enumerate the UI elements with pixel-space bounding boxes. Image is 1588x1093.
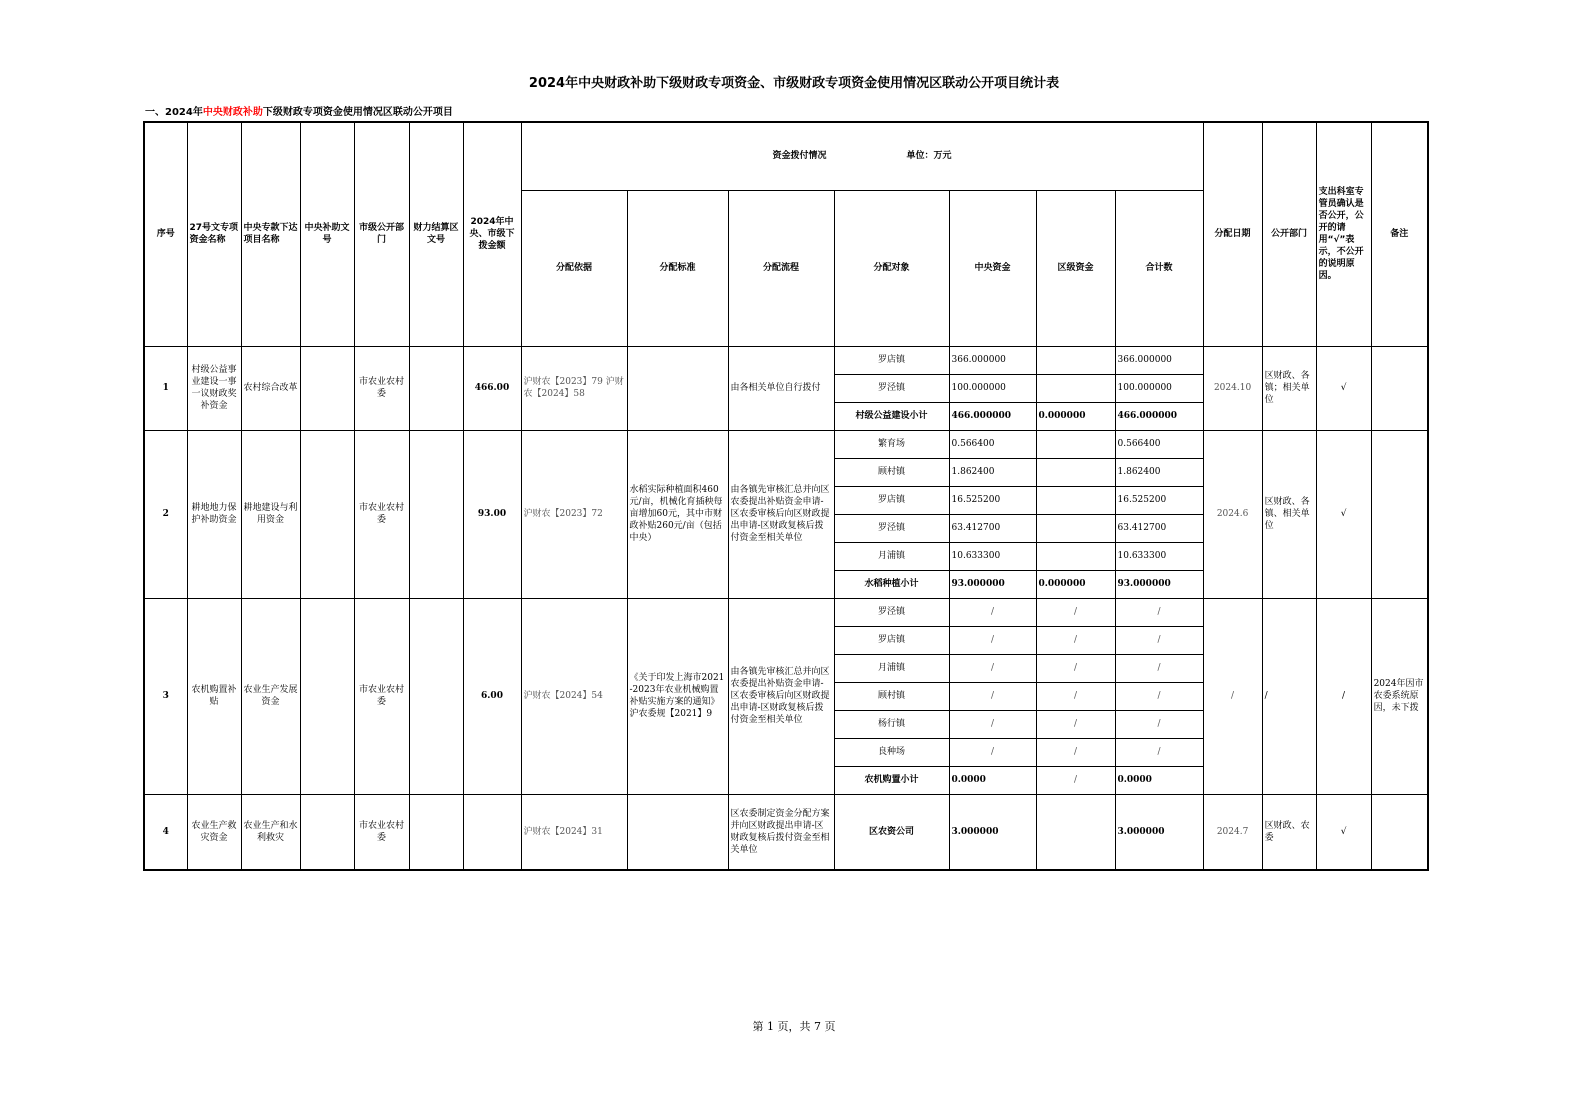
total-cell: 1.862400: [1115, 458, 1203, 486]
district-fund-cell: [1036, 430, 1115, 458]
seq-cell: 2: [144, 430, 187, 598]
standard-cell: [627, 794, 728, 870]
target-cell: 月浦镇: [834, 542, 949, 570]
district-fund-cell: /: [1036, 738, 1115, 766]
public-dept-cell: 区财政、各镇；相关单位: [1262, 346, 1316, 430]
central-fund-cell: 100.000000: [949, 374, 1036, 402]
target-cell: 繁育场: [834, 430, 949, 458]
page-footer: 第 1 页，共 7 页: [752, 1020, 836, 1033]
basis-cell: 沪财农【2024】54: [521, 598, 627, 794]
public-dept-cell: /: [1262, 598, 1316, 794]
district-fund-cell: [1036, 542, 1115, 570]
subtitle-suffix: 下级财政专项资金使用情况区联动公开项目: [262, 107, 453, 118]
process-cell: 由各镇先审核汇总并向区农委提出补贴资金申请-区农委审核后向区财政提出申请-区财政复核后拨付资金至相关单位: [728, 598, 834, 794]
target-cell: 罗泾镇: [834, 598, 949, 626]
district-fund-cell: /: [1036, 682, 1115, 710]
district-fund-cell: [1036, 374, 1115, 402]
district-fund-cell: 0.000000: [1036, 570, 1115, 598]
remark-cell: [1371, 430, 1428, 598]
target-cell: 顾村镇: [834, 682, 949, 710]
process-cell: 由各相关单位自行拨付: [728, 346, 834, 430]
fund-name-cell: 农机购置补贴: [187, 598, 241, 794]
amount-cell: 6.00: [463, 598, 521, 794]
district-fund-cell: 0.000000: [1036, 402, 1115, 430]
target-cell: 顾村镇: [834, 458, 949, 486]
central-fund-cell: /: [949, 654, 1036, 682]
total-cell: /: [1115, 598, 1203, 626]
remark-cell: [1371, 794, 1428, 870]
city-dept-cell: 市农业农村委: [354, 794, 409, 870]
district-fund-cell: [1036, 346, 1115, 374]
confirm-cell: √: [1316, 346, 1371, 430]
fund-name-cell: 耕地地力保护补助资金: [187, 430, 241, 598]
amount-cell: 93.00: [463, 430, 521, 598]
central-project-cell: 农村综合改革: [241, 346, 300, 430]
col-standard: 分配标准: [627, 190, 728, 346]
table-row: [144, 430, 1428, 458]
col-city-dept: 市级公开部门: [354, 122, 409, 346]
target-cell: 罗店镇: [834, 486, 949, 514]
funding-group-label: 资金拨付情况: [772, 151, 827, 162]
central-fund-cell: 366.000000: [949, 346, 1036, 374]
central-project-cell: 耕地建设与利用资金: [241, 430, 300, 598]
col-district-fund: 区级资金: [1036, 190, 1115, 346]
district-fund-cell: [1036, 514, 1115, 542]
col-seq: 序号: [144, 122, 187, 346]
col-amount: 2024年中央、市级下拨金额: [463, 122, 521, 346]
funding-group-header: [521, 122, 1203, 190]
total-cell: 10.633300: [1115, 542, 1203, 570]
page-title: 2024年中央财政补助下级财政专项资金、市级财政专项资金使用情况区联动公开项目统计表: [528, 76, 1060, 91]
col-process: 分配流程: [728, 190, 834, 346]
city-dept-cell: 市农业农村委: [354, 430, 409, 598]
subtitle-highlight: 中央财政补助: [202, 107, 263, 118]
table-row: [144, 794, 1428, 870]
target-cell: 罗泾镇: [834, 514, 949, 542]
total-cell: 366.000000: [1115, 346, 1203, 374]
total-cell: 100.000000: [1115, 374, 1203, 402]
district-fund-cell: /: [1036, 626, 1115, 654]
fund-name-cell: 农业生产救灾资金: [187, 794, 241, 870]
settle-doc-cell: [409, 598, 463, 794]
remark-cell: [1371, 346, 1428, 430]
unit-label: 单位：万元: [906, 151, 952, 162]
col-fund-name: 27号文专项资金名称: [187, 122, 241, 346]
target-cell: 良种场: [834, 738, 949, 766]
amount-cell: [463, 794, 521, 870]
fund-name-cell: 村级公益事业建设一事一议财政奖补资金: [187, 346, 241, 430]
central-fund-cell: 1.862400: [949, 458, 1036, 486]
total-cell: 16.525200: [1115, 486, 1203, 514]
col-central-doc: 中央补助文号: [300, 122, 354, 346]
section-subtitle: [145, 103, 453, 118]
remark-cell: 2024年因市农委系统原因，未下拨: [1371, 598, 1428, 794]
central-fund-cell: 0.566400: [949, 430, 1036, 458]
total-cell: /: [1115, 682, 1203, 710]
header-row-1: [144, 122, 1428, 190]
subtotal-label-cell: 水稻种植小计: [834, 570, 949, 598]
date-cell: 2024.10: [1203, 346, 1262, 430]
standard-cell: 《关于印发上海市2021-2023年农业机械购置补贴实施方案的通知》沪农委规【2021】9: [627, 598, 728, 794]
seq-cell: 4: [144, 794, 187, 870]
central-fund-cell: 16.525200: [949, 486, 1036, 514]
target-cell: 罗店镇: [834, 626, 949, 654]
central-fund-cell: 0.0000: [949, 766, 1036, 794]
col-central-project: 中央专款下达项目名称: [241, 122, 300, 346]
total-cell: /: [1115, 654, 1203, 682]
settle-doc-cell: [409, 430, 463, 598]
central-fund-cell: /: [949, 598, 1036, 626]
col-total: 合计数: [1115, 190, 1203, 346]
central-fund-cell: 466.000000: [949, 402, 1036, 430]
confirm-cell: /: [1316, 598, 1371, 794]
total-cell: 63.412700: [1115, 514, 1203, 542]
seq-cell: 1: [144, 346, 187, 430]
district-fund-cell: [1036, 458, 1115, 486]
table-row: [144, 598, 1428, 626]
total-cell: /: [1115, 710, 1203, 738]
city-dept-cell: 市农业农村委: [354, 346, 409, 430]
target-cell: 月浦镇: [834, 654, 949, 682]
col-basis: 分配依据: [521, 190, 627, 346]
district-fund-cell: /: [1036, 598, 1115, 626]
central-fund-cell: 63.412700: [949, 514, 1036, 542]
col-public-dept: 公开部门: [1262, 122, 1316, 346]
public-dept-cell: 区财政、各镇、相关单位: [1262, 430, 1316, 598]
district-fund-cell: /: [1036, 766, 1115, 794]
date-cell: /: [1203, 598, 1262, 794]
target-cell: 罗店镇: [834, 346, 949, 374]
central-fund-cell: /: [949, 738, 1036, 766]
total-cell: 3.000000: [1115, 794, 1203, 870]
city-dept-cell: 市农业农村委: [354, 598, 409, 794]
central-doc-cell: [300, 598, 354, 794]
standard-cell: [627, 346, 728, 430]
amount-cell: 466.00: [463, 346, 521, 430]
subtotal-label-cell: 农机购置小计: [834, 766, 949, 794]
central-fund-cell: /: [949, 682, 1036, 710]
confirm-cell: √: [1316, 794, 1371, 870]
basis-cell: 沪财农【2023】72: [521, 430, 627, 598]
funds-table: [143, 121, 1429, 871]
total-cell: /: [1115, 738, 1203, 766]
seq-cell: 3: [144, 598, 187, 794]
col-date: 分配日期: [1203, 122, 1262, 346]
total-cell: 466.000000: [1115, 402, 1203, 430]
central-fund-cell: 10.633300: [949, 542, 1036, 570]
target-cell: 杨行镇: [834, 710, 949, 738]
central-fund-cell: /: [949, 710, 1036, 738]
process-cell: 区农委制定资金分配方案并向区财政提出申请-区财政复核后拨付资金至相关单位: [728, 794, 834, 870]
col-target: 分配对象: [834, 190, 949, 346]
confirm-cell: √: [1316, 430, 1371, 598]
total-cell: 93.000000: [1115, 570, 1203, 598]
central-fund-cell: /: [949, 626, 1036, 654]
date-cell: 2024.7: [1203, 794, 1262, 870]
total-cell: 0.566400: [1115, 430, 1203, 458]
district-fund-cell: [1036, 794, 1115, 870]
basis-cell: 沪财农【2023】79 沪财农【2024】58: [521, 346, 627, 430]
central-doc-cell: [300, 346, 354, 430]
settle-doc-cell: [409, 346, 463, 430]
process-cell: 由各镇先审核汇总并向区农委提出补贴资金申请-区农委审核后向区财政提出申请-区财政复核后拨付资金至相关单位: [728, 430, 834, 598]
table-row: [144, 346, 1428, 374]
central-project-cell: 农业生产和水利救灾: [241, 794, 300, 870]
central-fund-cell: 93.000000: [949, 570, 1036, 598]
target-cell: 罗泾镇: [834, 374, 949, 402]
subtitle-prefix: 一、2024年: [145, 107, 203, 118]
col-central-fund: 中央资金: [949, 190, 1036, 346]
district-fund-cell: /: [1036, 710, 1115, 738]
col-confirm: 支出科室专管员确认是否公开，公开的请用“√”表示，不公开的说明原因。: [1316, 122, 1371, 346]
settle-doc-cell: [409, 794, 463, 870]
central-doc-cell: [300, 430, 354, 598]
central-doc-cell: [300, 794, 354, 870]
total-cell: 0.0000: [1115, 766, 1203, 794]
public-dept-cell: 区财政、农委: [1262, 794, 1316, 870]
central-project-cell: 农业生产发展资金: [241, 598, 300, 794]
basis-cell: 沪财农【2024】31: [521, 794, 627, 870]
date-cell: 2024.6: [1203, 430, 1262, 598]
district-fund-cell: [1036, 486, 1115, 514]
col-remark: 备注: [1371, 122, 1428, 346]
col-settle-doc: 财力结算区文号: [409, 122, 463, 346]
central-fund-cell: 3.000000: [949, 794, 1036, 870]
district-fund-cell: /: [1036, 654, 1115, 682]
standard-cell: 水稻实际种植面积460元/亩，机械化育插秧每亩增加60元，其中市财政补贴260元/亩（包括中央）: [627, 430, 728, 598]
total-cell: /: [1115, 626, 1203, 654]
target-cell: 区农资公司: [834, 794, 949, 870]
subtotal-label-cell: 村级公益建设小计: [834, 402, 949, 430]
